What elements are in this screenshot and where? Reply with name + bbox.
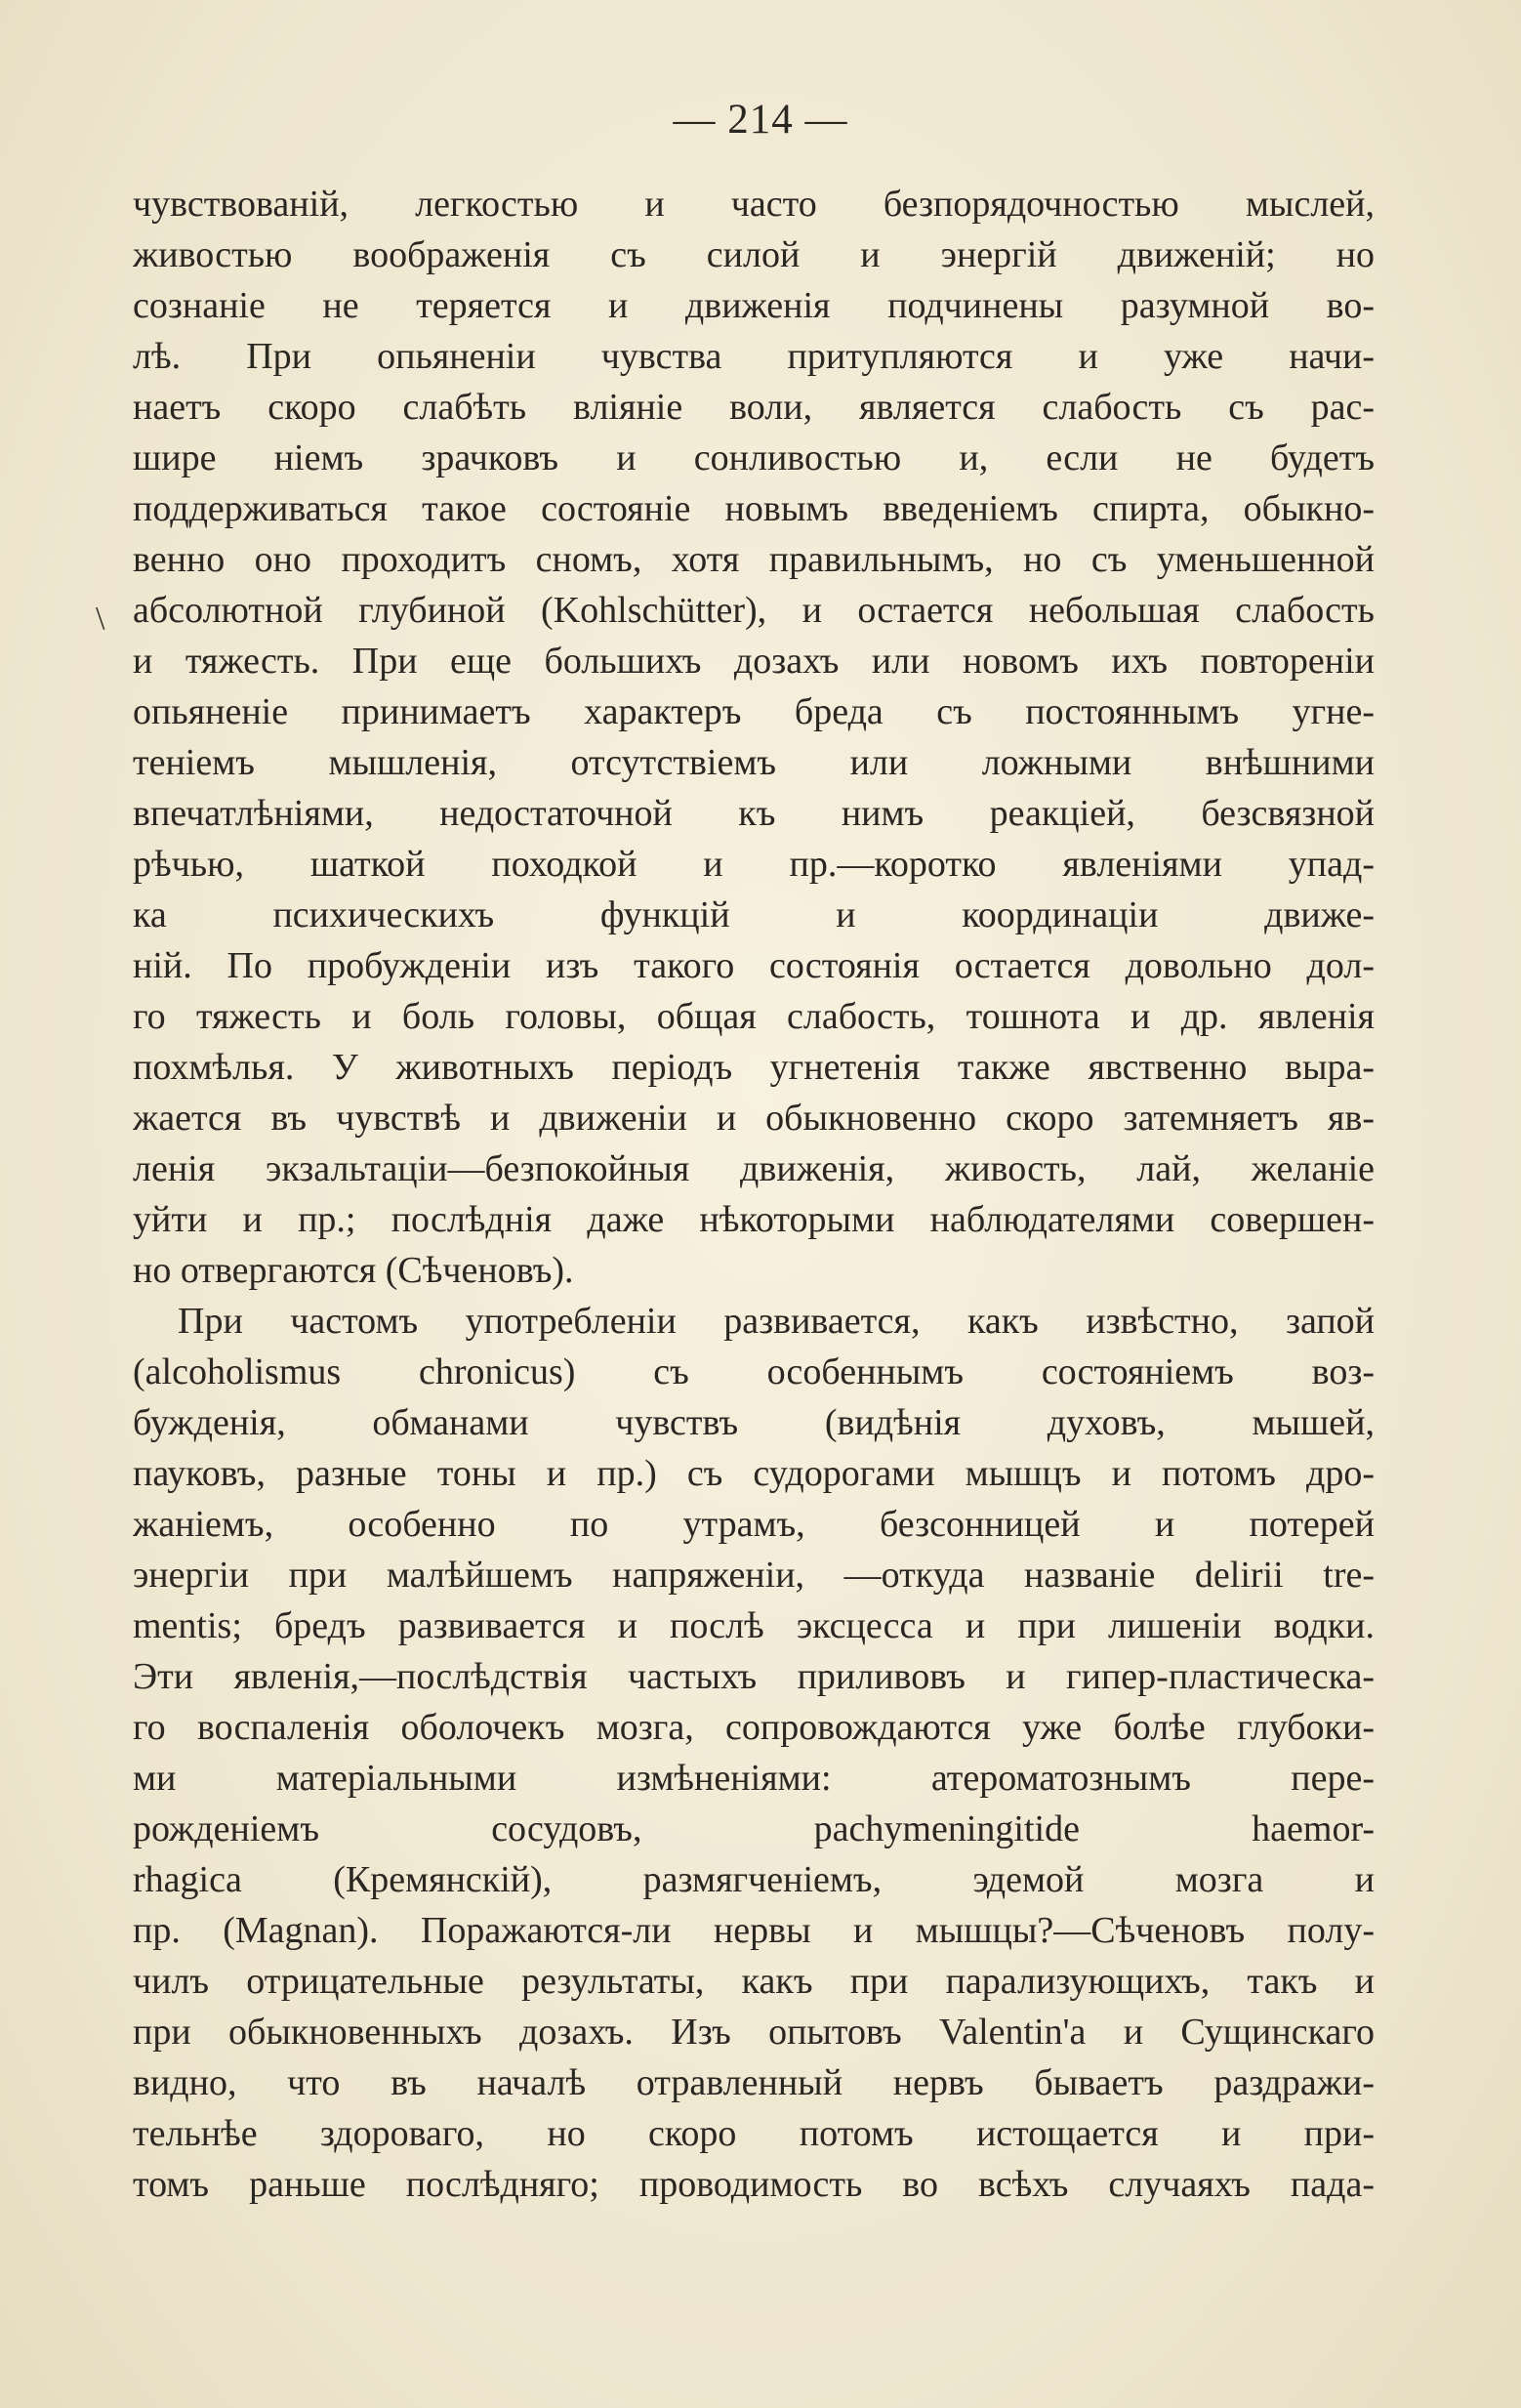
- text-line: чилъ отрицательные результаты, какъ при парализующихъ, такъ и: [133, 1961, 1375, 2002]
- text-line: наетъ скоро слабѣть вліяніе воли, является слабость съ рас-: [133, 387, 1375, 428]
- text-line: (alcoholismus chronicus) съ особеннымъ состояніемъ воз-: [133, 1351, 1375, 1392]
- text-line: жаніемъ, особенно по утрамъ, безсонницей и потерей: [133, 1504, 1375, 1545]
- text-line: шире ніемъ зрачковъ и сонливостью и, если не будетъ: [133, 437, 1375, 478]
- text-line: поддерживаться такое состояніе новымъ введеніемъ спирта, обыкно-: [133, 488, 1375, 529]
- text-line: томъ раньше послѣдняго; проводимость во всѣхъ случаяхъ пада-: [133, 2164, 1375, 2205]
- text-line: видно, что въ началѣ отравленный нервъ бываетъ раздражи-: [133, 2062, 1375, 2103]
- text-line: абсолютной глубиной (Kohlschütter), и остается небольшая слабость: [133, 590, 1375, 631]
- text-line: го тяжесть и боль головы, общая слабость, тошнота и др. явленія: [133, 996, 1375, 1037]
- text-line: ленія экзальтаціи—безпокойныя движенія, живость, лай, желаніе: [133, 1148, 1375, 1189]
- text-line: опьяненіе принимаетъ характеръ бреда съ постояннымъ угне-: [133, 691, 1375, 732]
- text-line: живостью воображенія съ силой и энергій движеній; но: [133, 234, 1375, 275]
- text-line: похмѣлья. У животныхъ періодъ угнетенія также явственно выра-: [133, 1047, 1375, 1088]
- text-line: бужденія, обманами чувствъ (видѣнія духовъ, мышей,: [133, 1402, 1375, 1443]
- text-line: чувствованій, легкостью и часто безпорядочностью мыслей,: [133, 184, 1375, 225]
- text-line: и тяжесть. При еще большихъ дозахъ или новомъ ихъ повтореніи: [133, 641, 1375, 682]
- margin-mark: \: [96, 601, 105, 637]
- text-line: теніемъ мышленія, отсутствіемъ или ложными внѣшними: [133, 742, 1375, 783]
- text-line: сознаніе не теряется и движенія подчинены разумной во-: [133, 285, 1375, 326]
- text-line: венно оно проходитъ сномъ, хотя правильнымъ, но съ уменьшенной: [133, 539, 1375, 580]
- text-line: рожденіемъ сосудовъ, pachymeningitide haemor-: [133, 1808, 1375, 1849]
- text-line: го воспаленія оболочекъ мозга, сопровождаются уже болѣе глубоки-: [133, 1707, 1375, 1748]
- text-line: rhagica (Кремянскій), размягченіемъ, эдемой мозга и: [133, 1859, 1375, 1900]
- text-line: Эти явленія,—послѣдствія частыхъ приливовъ и гипер-пластическа-: [133, 1656, 1375, 1697]
- text-line: рѣчью, шаткой походкой и пр.—коротко явленіями упад-: [133, 844, 1375, 885]
- text-line: энергіи при малѣйшемъ напряженіи, —откуда названіе delirii tre-: [133, 1555, 1375, 1596]
- text-line: тельнѣе здороваго, но скоро потомъ истощается и при-: [133, 2113, 1375, 2154]
- text-line: уйти и пр.; послѣднія даже нѣкоторыми наблюдателями совершен-: [133, 1199, 1375, 1240]
- text-line: mentis; бредъ развивается и послѣ эксцесса и при лишеніи водки.: [133, 1605, 1375, 1646]
- text-line: пауковъ, разные тоны и пр.) съ судорогами мышцъ и потомъ дро-: [133, 1453, 1375, 1494]
- text-line: ка психическихъ функцій и координаціи движе-: [133, 894, 1375, 935]
- paragraph-start-line: При частомъ употребленіи развивается, какъ извѣстно, запой: [178, 1301, 1375, 1342]
- text-line: при обыкновенныхъ дозахъ. Изъ опытовъ Valentin'а и Сущинскаго: [133, 2012, 1375, 2053]
- page-number: — 214 —: [673, 97, 848, 143]
- body-text: [133, 179, 1375, 2210]
- text-line: ній. По пробужденіи изъ такого состоянія остается довольно дол-: [133, 945, 1375, 986]
- text-line: ми матеріальными измѣненіями: атероматознымъ пере-: [133, 1758, 1375, 1799]
- text-line: пр. (Magnan). Поражаются-ли нервы и мышцы?—Сѣченовъ полу-: [133, 1910, 1375, 1951]
- paragraph-end-line: но отвергаются (Сѣченовъ).: [133, 1250, 574, 1291]
- text-line: лѣ. При опьяненіи чувства притупляются и уже начи-: [133, 336, 1375, 377]
- text-line: впечатлѣніями, недостаточной къ нимъ реакціей, безсвязной: [133, 793, 1375, 834]
- text-line: жается въ чувствѣ и движеніи и обыкновенно скоро затемняетъ яв-: [133, 1098, 1375, 1139]
